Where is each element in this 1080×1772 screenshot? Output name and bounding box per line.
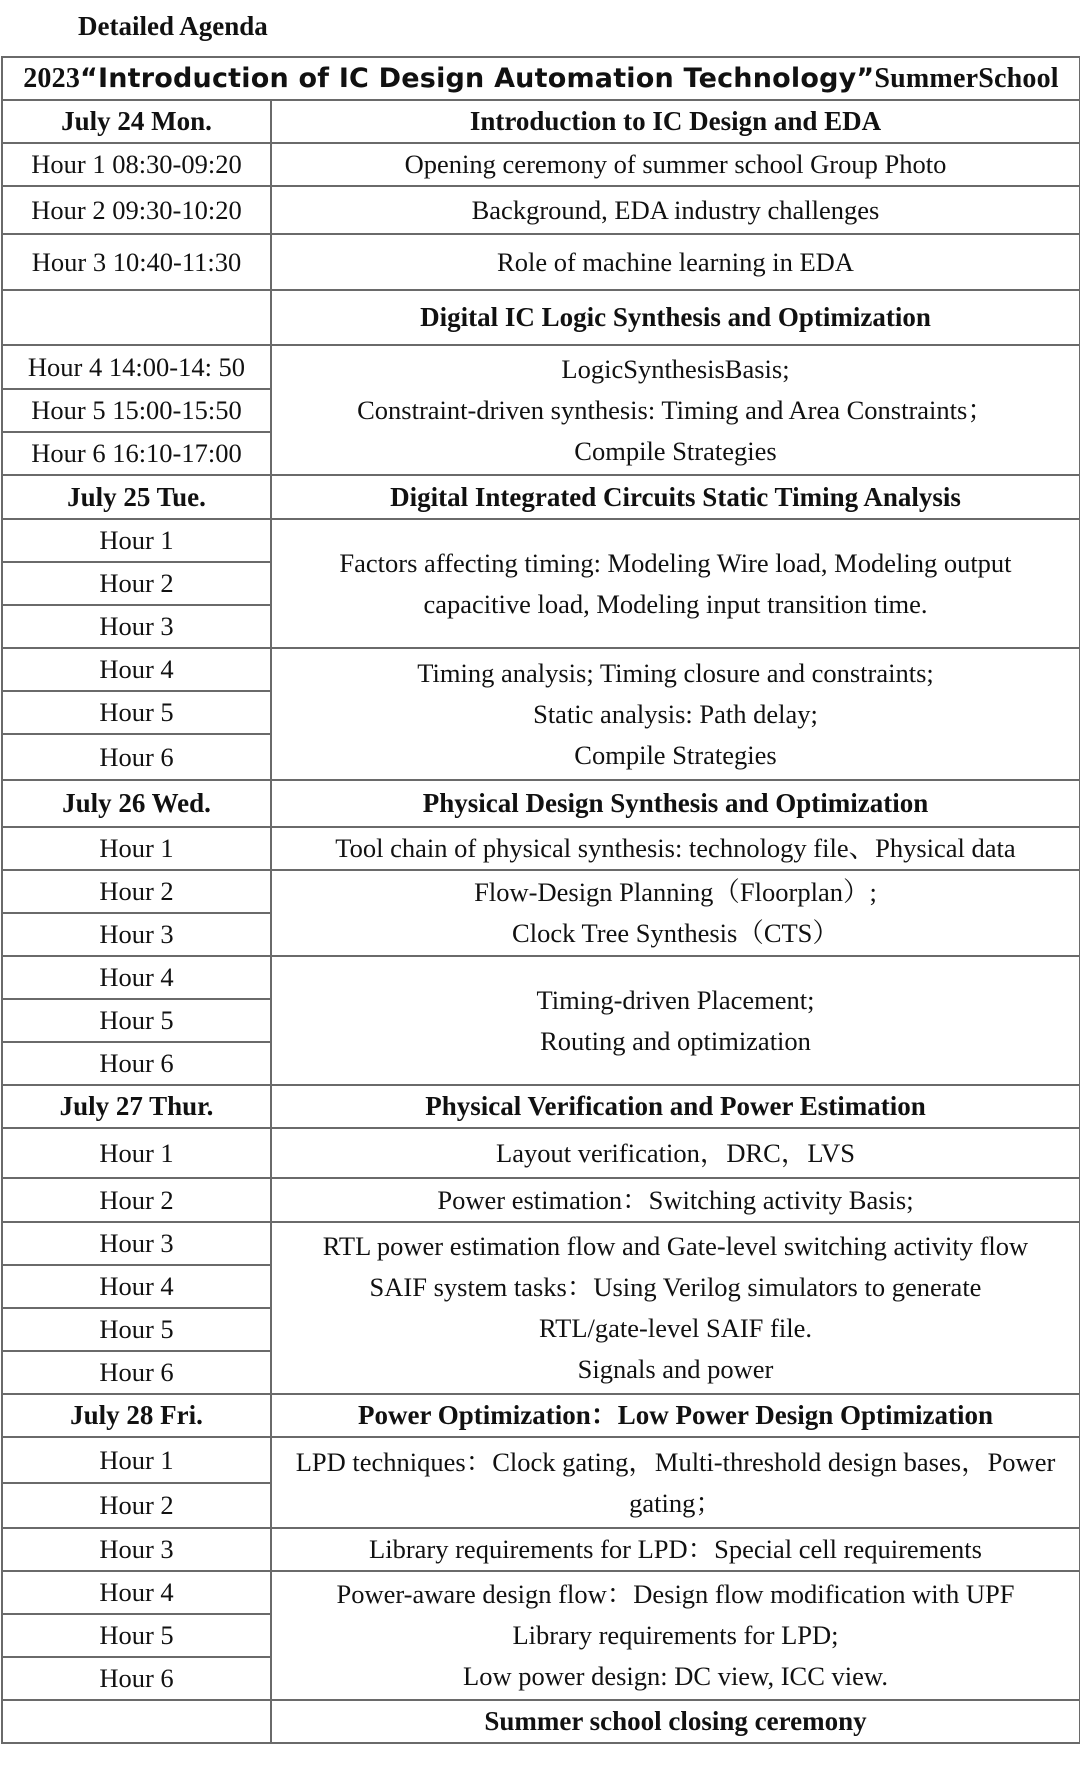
topic-line: RTL power estimation flow and Gate-level switching activity flow <box>322 1231 1029 1261</box>
session-topic <box>271 519 1080 648</box>
session-topic <box>271 1222 1080 1394</box>
session-topic <box>271 143 1080 186</box>
day-date: July 25 Tue. <box>2 475 271 519</box>
session-row <box>2 827 1080 870</box>
session-time: Hour 2 <box>2 1483 271 1528</box>
session-time: Hour 4 <box>2 1265 271 1308</box>
session-row <box>2 186 1080 234</box>
session-time: Hour 3 <box>2 1528 271 1571</box>
session-time: Hour 3 10:40-11:30 <box>2 234 271 290</box>
topic-line: SAIF system tasks：Using Verilog simulators to generate <box>369 1272 982 1302</box>
session-time: Hour 4 <box>2 648 271 691</box>
session-time: Hour 1 <box>2 827 271 870</box>
topic-line: Routing and optimization <box>540 1025 811 1056</box>
session-row <box>2 1178 1080 1222</box>
topic-line: Compile Strategies <box>574 435 777 466</box>
session-topic <box>271 186 1080 234</box>
day-heading: Physical Design Synthesis and Optimization <box>271 780 1080 827</box>
session-time: Hour 1 <box>2 1437 271 1483</box>
session-row <box>2 345 1080 389</box>
topic-line: LogicSynthesisBasis; <box>561 353 790 384</box>
topic-line: Timing analysis; Timing closure and constraints; <box>417 657 934 688</box>
topic-line: gating； <box>629 1487 722 1518</box>
topic-line: Flow-Design Planning（Floorplan）; <box>474 877 877 907</box>
topic-line: Background, EDA industry challenges <box>471 194 880 225</box>
session-time: Hour 5 <box>2 691 271 734</box>
day-header-row <box>2 1085 1080 1128</box>
program-title-row <box>2 57 1080 100</box>
topic-line: Low power design: DC view, ICC view. <box>463 1661 888 1691</box>
session-topic <box>271 1528 1080 1571</box>
session-time: Hour 4 <box>2 956 271 999</box>
session-topic <box>271 234 1080 290</box>
section-heading: Digital IC Logic Synthesis and Optimization <box>271 290 1080 345</box>
session-row <box>2 648 1080 691</box>
section-row <box>2 290 1080 345</box>
day-date: July 27 Thur. <box>2 1085 271 1128</box>
session-time: Hour 5 <box>2 1308 271 1351</box>
session-time: Hour 6 16:10-17:00 <box>2 432 271 475</box>
topic-line: Power-aware design flow：Design flow modification with UPF <box>336 1579 1015 1609</box>
session-time: Hour 2 <box>2 1178 271 1222</box>
session-row <box>2 1128 1080 1178</box>
topic-line: Tool chain of physical synthesis: technology file、Physical data <box>335 833 1016 863</box>
session-topic <box>271 345 1080 475</box>
session-time: Hour 2 <box>2 562 271 605</box>
session-time: Hour 1 <box>2 519 271 562</box>
session-topic <box>271 870 1080 956</box>
session-topic <box>271 1178 1080 1222</box>
day-heading: Physical Verification and Power Estimation <box>271 1085 1080 1128</box>
session-row <box>2 956 1080 999</box>
session-row <box>2 870 1080 913</box>
topic-line: Signals and power <box>577 1354 774 1384</box>
day-header-row <box>2 475 1080 519</box>
session-row <box>2 1222 1080 1265</box>
session-topic <box>271 1571 1080 1700</box>
topic-line: Constraint-driven synthesis: Timing and Area Constraints； <box>357 394 994 425</box>
topic-line: Static analysis: Path delay; <box>533 698 818 729</box>
day-date: July 28 Fri. <box>2 1394 271 1437</box>
session-time: Hour 4 <box>2 1571 271 1614</box>
session-time: Hour 2 <box>2 870 271 913</box>
empty-time-cell <box>2 290 271 345</box>
day-heading: Power Optimization：Low Power Design Optimization <box>271 1394 1080 1437</box>
session-time: Hour 5 <box>2 999 271 1042</box>
session-topic <box>271 956 1080 1085</box>
session-time: Hour 6 <box>2 1042 271 1085</box>
day-date: July 24 Mon. <box>2 100 271 143</box>
topic-line: Layout verification，DRC，LVS <box>496 1137 855 1168</box>
empty-time-cell <box>2 1700 271 1743</box>
session-time: Hour 2 09:30-10:20 <box>2 186 271 234</box>
program-suffix: SummerSchool <box>874 63 1059 94</box>
day-heading: Digital Integrated Circuits Static Timing Analysis <box>271 475 1080 519</box>
session-topic <box>271 827 1080 870</box>
day-heading: Introduction to IC Design and EDA <box>271 100 1080 143</box>
session-topic <box>271 648 1080 780</box>
session-time: Hour 3 <box>2 1222 271 1265</box>
topic-line: Clock Tree Synthesis（CTS） <box>512 918 839 948</box>
day-header-row <box>2 780 1080 827</box>
program-name: “Introduction of IC Design Automation Technology” <box>80 63 875 94</box>
session-time: Hour 5 <box>2 1614 271 1657</box>
agenda-table <box>1 56 1080 1744</box>
session-row <box>2 1528 1080 1571</box>
topic-line: Library requirements for LPD; <box>512 1620 839 1650</box>
topic-line: Power estimation：Switching activity Basis; <box>437 1184 914 1215</box>
session-row <box>2 143 1080 186</box>
session-time: Hour 3 <box>2 605 271 648</box>
session-row <box>2 234 1080 290</box>
day-header-row <box>2 1394 1080 1437</box>
session-time: Hour 3 <box>2 913 271 956</box>
session-row <box>2 1437 1080 1483</box>
program-title <box>2 57 1080 100</box>
session-time: Hour 4 14:00-14: 50 <box>2 345 271 389</box>
topic-line: Timing-driven Placement; <box>536 984 815 1015</box>
topic-line: Library requirements for LPD：Special cell requirements <box>369 1534 982 1564</box>
topic-line: Compile Strategies <box>574 739 777 770</box>
topic-line: Opening ceremony of summer school Group Photo <box>404 149 947 179</box>
closing-row <box>2 1700 1080 1743</box>
session-time: Hour 1 <box>2 1128 271 1178</box>
session-time: Hour 6 <box>2 1351 271 1394</box>
session-row <box>2 1571 1080 1614</box>
topic-line: RTL/gate-level SAIF file. <box>539 1313 812 1343</box>
document-heading: Detailed Agenda <box>78 11 268 41</box>
topic-line: capacitive load, Modeling input transition time. <box>423 588 928 619</box>
program-year: 2023 <box>23 63 81 94</box>
session-topic <box>271 1437 1080 1528</box>
session-time: Hour 1 08:30-09:20 <box>2 143 271 186</box>
closing-ceremony: Summer school closing ceremony <box>271 1700 1080 1743</box>
topic-line: Factors affecting timing: Modeling Wire load, Modeling output <box>339 547 1012 578</box>
topic-line: Role of machine learning in EDA <box>497 246 854 277</box>
session-row <box>2 519 1080 562</box>
session-time: Hour 6 <box>2 734 271 780</box>
day-header-row <box>2 100 1080 143</box>
topic-line: LPD techniques：Clock gating，Multi-threshold design bases，Power <box>295 1446 1056 1477</box>
session-topic <box>271 1128 1080 1178</box>
session-time: Hour 6 <box>2 1657 271 1700</box>
session-time: Hour 5 15:00-15:50 <box>2 389 271 432</box>
day-date: July 26 Wed. <box>2 780 271 827</box>
